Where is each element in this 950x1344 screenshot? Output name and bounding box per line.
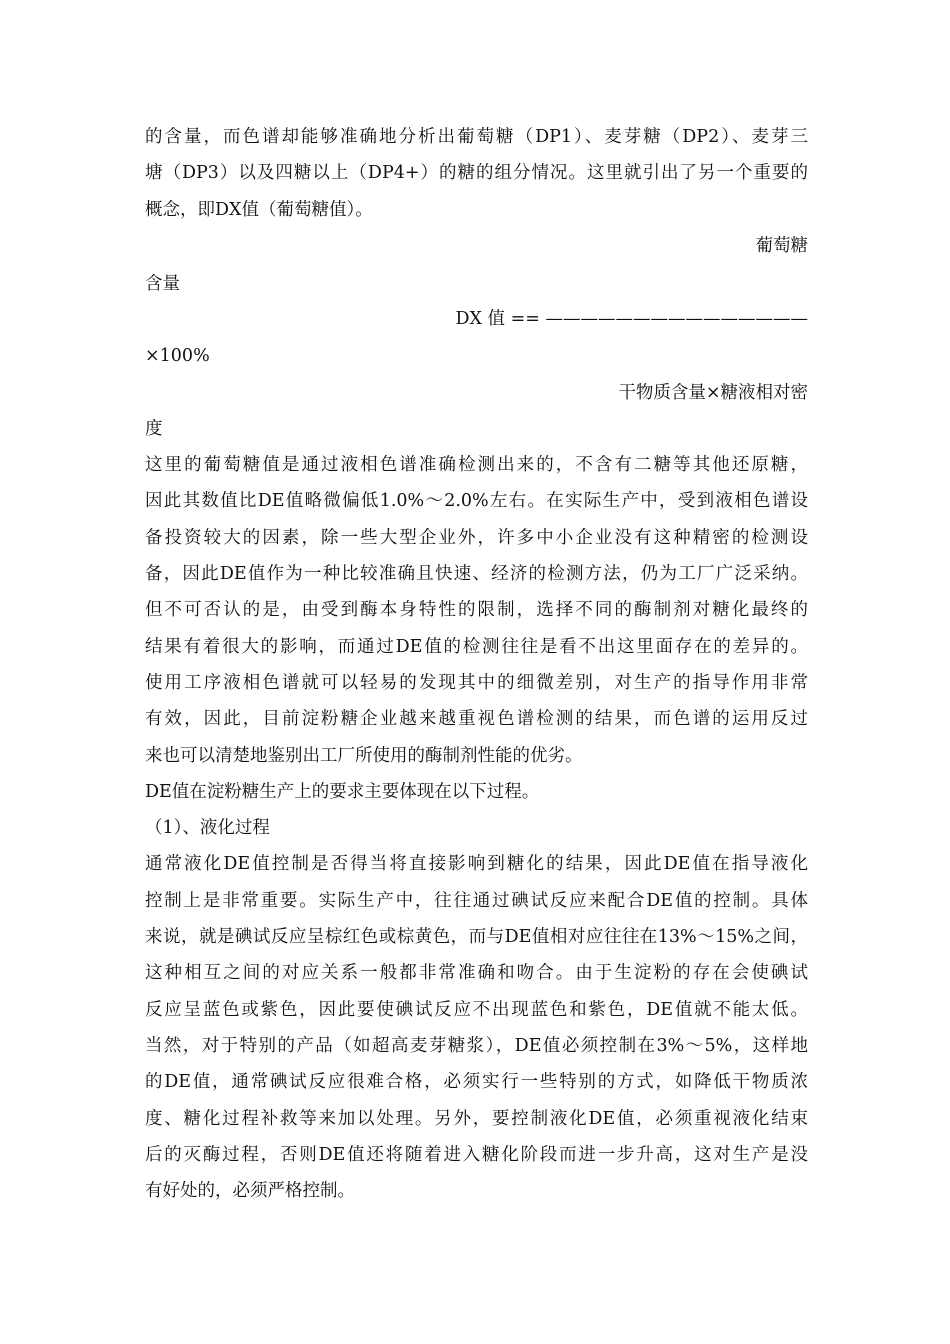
formula-denominator-part1: 干物质含量×糖液相对密 [618,383,808,403]
paragraph-line-1: 的含量，而色谱却能够准确地分析出葡萄糖（DP1）、麦芽糖（DP2）、麦芽三 [145,127,808,147]
paragraph-line-8: 但不可否认的是，由受到酶本身特性的限制，选择不同的酶制剂对糖化最终的 [145,600,808,620]
paragraph-line-22: 有好处的，必须严格控制。 [145,1181,355,1201]
paragraph-line-9: 结果有着很大的影响，而通过DE值的检测往往是看不出这里面存在的差异的。 [145,637,808,657]
paragraph-line-6: 备投资较大的因素，除一些大型企业外，许多中小企业没有这种精密的检测设 [145,528,808,548]
paragraph-line-14: 控制上是非常重要。实际生产中，往往通过碘试反应来配合DE值的控制。具体 [145,891,808,911]
paragraph-line-11: 有效，因此，目前淀粉糖企业越来越重视色谱检测的结果，而色谱的运用反过 [145,709,808,729]
paragraph-line-3: 概念，即DX值（葡萄糖值）。 [145,200,373,220]
paragraph-line-13: 通常液化DE值控制是否得当将直接影响到糖化的结果，因此DE值在指导液化 [145,854,808,874]
paragraph-line-15: 来说，就是碘试反应呈棕红色或棕黄色，而与DE值相对应往往在13%～15%之间， [145,927,808,947]
formula-fraction-line: DX 值 == ——————————————— [455,309,808,329]
paragraph-line-16: 这种相互之间的对应关系一般都非常准确和吻合。由于生淀粉的存在会使碘试 [145,963,808,983]
section-intro: DE值在淀粉糖生产上的要求主要体现在以下过程。 [145,782,540,802]
paragraph-line-7: 备，因此DE值作为一种比较准确且快速、经济的检测方法，仍为工厂广泛采纳。 [145,564,808,584]
paragraph-line-18: 当然，对于特别的产品（如超高麦芽糖浆），DE值必须控制在3%～5%，这样地 [145,1036,808,1056]
paragraph-line-10: 使用工序液相色谱就可以轻易的发现其中的细微差别，对生产的指导作用非常 [145,673,808,693]
section-heading: （1）、液化过程 [145,818,270,838]
paragraph-line-4: 这里的葡萄糖值是通过液相色谱准确检测出来的，不含有二糖等其他还原糖， [145,455,808,475]
paragraph-line-12: 来也可以清楚地鉴别出工厂所使用的酶制剂性能的优劣。 [145,746,583,766]
paragraph-line-2: 塘（DP3）以及四糖以上（DP4+）的糖的组分情况。这里就引出了另一个重要的 [145,163,808,183]
paragraph-line-5: 因此其数值比DE值略微偏低1.0%～2.0%左右。在实际生产中，受到液相色谱设 [145,491,808,511]
formula-denominator-part2: 度 [145,419,163,439]
paragraph-line-19: 的DE值，通常碘试反应很难合格，必须实行一些特别的方式，如降低干物质浓 [145,1072,808,1092]
formula-multiplier: ×100% [145,346,210,366]
paragraph-line-21: 后的灭酶过程，否则DE值还将随着进入糖化阶段而进一步升高，这对生产是没 [145,1145,808,1165]
paragraph-line-20: 度、糖化过程补救等来加以处理。另外，要控制液化DE值，必须重视液化结束 [145,1109,808,1129]
formula-numerator-part1: 葡萄糖 [755,236,808,256]
formula-numerator-part2: 含量 [145,274,180,294]
paragraph-line-17: 反应呈蓝色或紫色，因此要使碘试反应不出现蓝色和紫色，DE值就不能太低。 [145,1000,808,1020]
